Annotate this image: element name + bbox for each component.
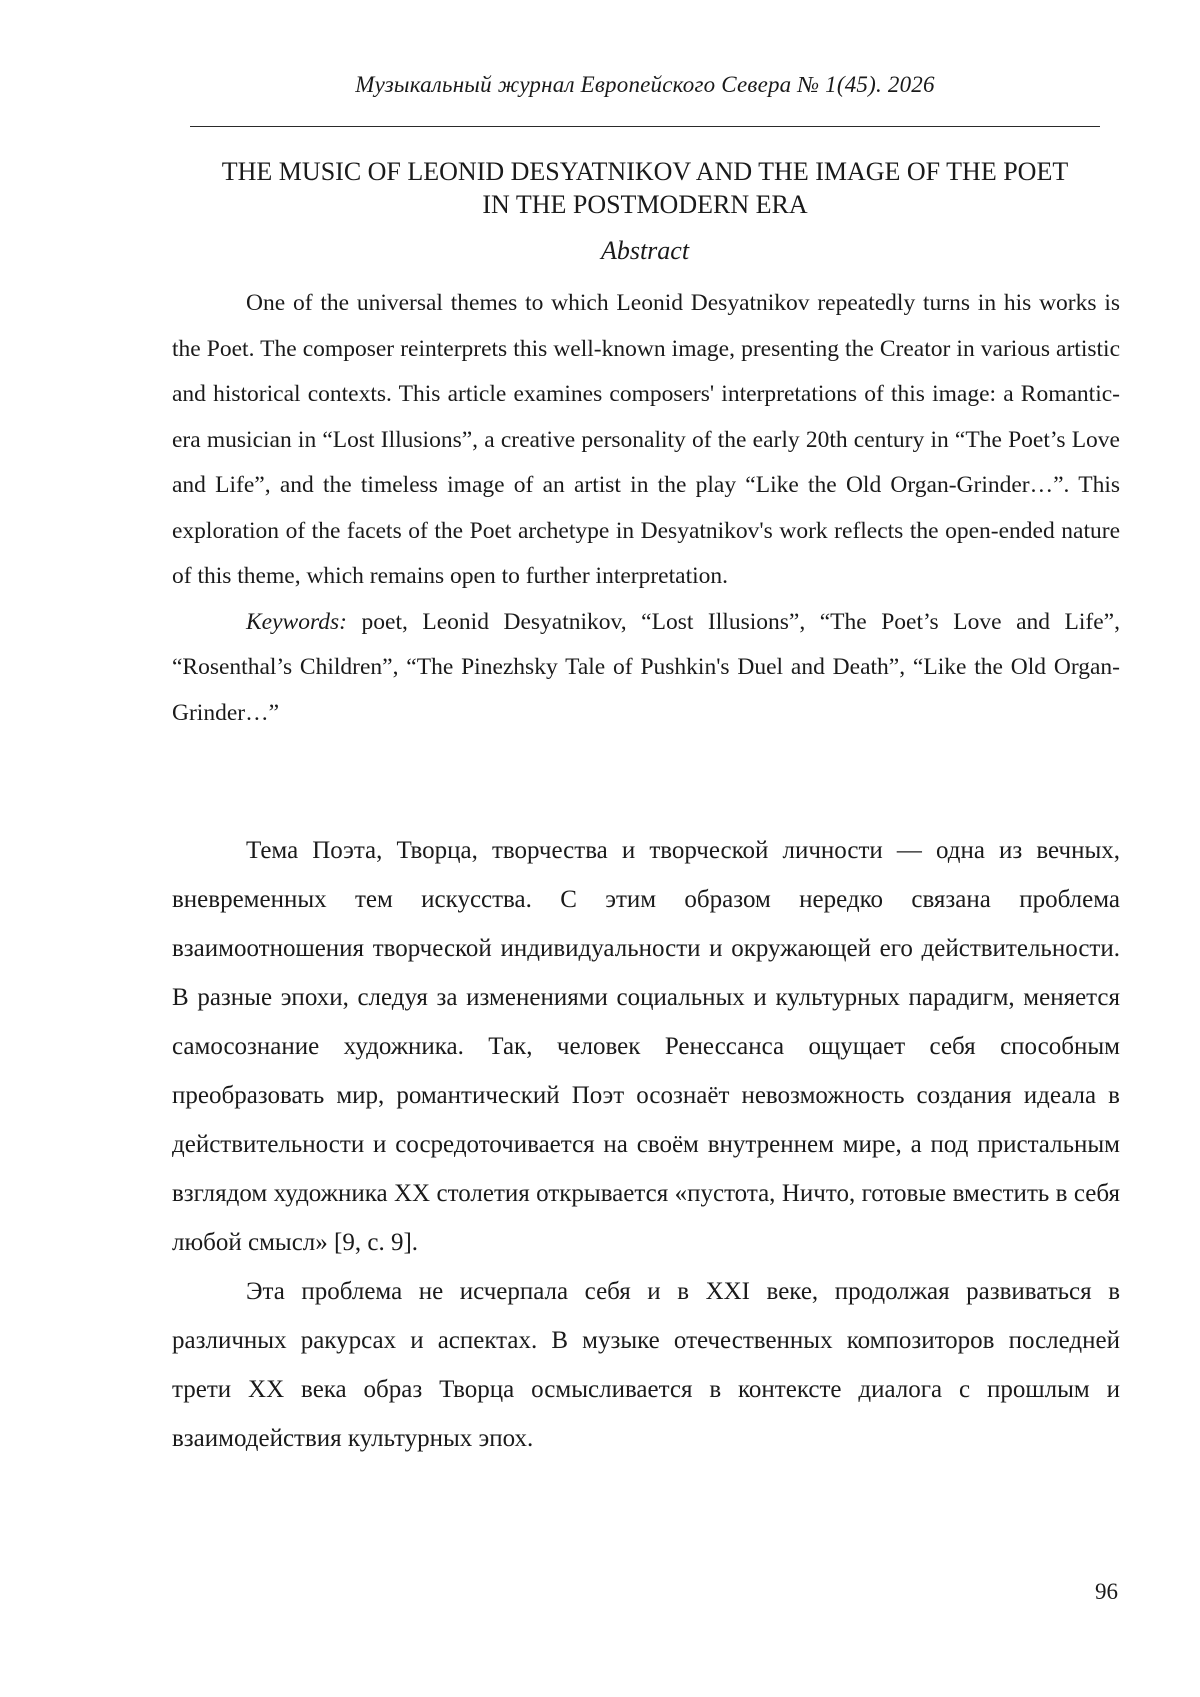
abstract-paragraph: One of the universal themes to which Leonid Desyatnikov repeatedly turns in his works is the Poet. The composer reinterprets this well-known image, presenting the Creator in various artistic and historical contexts. This article examines composers' interpretations of this image: a Romantic-era musician in “Lost Illusions”, a creative personality of the early 20th century in “The Poet’s Love and Life”, and the timeless image of an artist in the play “Like the Old Organ-Grinder…”. This exploration of the facets of the Poet archetype in Desyatnikov's work reflects the open-ended nature of this theme, which remains open to further interpretation. [172, 290, 1120, 589]
keywords-paragraph [172, 600, 1120, 737]
abstract-section [172, 281, 1120, 736]
header-divider [190, 126, 1100, 127]
page-number: 96 [1095, 1579, 1118, 1604]
keywords-label: Keywords: [246, 608, 347, 635]
body-paragraph-1: Тема Поэта, Творца, творчества и творческой личности — одна из вечных, вневременных тем искусства. С этим образом нередко связана проблема взаимоотношения творческой индивидуальности и окружающей его действительности. В разные эпохи, следуя за изменениями социальных и культурных парадигм, меняется самосознание художника. Так, человек Ренессанса ощущает себя способным преобразовать мир, романтический Поэт осознаёт невозможность создания идеала в действительности и сосредоточивается на своём внутреннем мире, а под пристальным взглядом художника XX столетия открывается «пустота, Ничто, готовые вместить в себя любой смысл» [9, с. 9]. [172, 837, 1120, 1256]
keywords-list: poet, Leonid Desyatnikov, “Lost Illusions”, “The Poet’s Love and Life”, “Rosenthal’s Children”, “The Pinezhsky Tale of Pushkin's Duel and Death”, “Like the Old Organ-Grinder…” [172, 608, 1120, 726]
article-title [150, 155, 1140, 221]
abstract-heading: Abstract [600, 236, 690, 265]
running-header: Музыкальный журнал Европейского Севера № 1(45). 2026 [355, 72, 935, 97]
article-title-line-2: IN THE POSTMODERN ERA [482, 190, 808, 219]
body-paragraph-2: Эта проблема не исчерпала себя и в XXI веке, продолжая развиваться в различных ракурсах и аспектах. В музыке отечественных композиторов последней трети XX века образ Творца осмысливается в контексте диалога с прошлым и взаимодействия культурных эпох. [172, 1278, 1120, 1452]
article-title-line-1: THE MUSIC OF LEONID DESYATNIKOV AND THE IMAGE OF THE POET [221, 157, 1069, 186]
article-body [172, 826, 1120, 1463]
